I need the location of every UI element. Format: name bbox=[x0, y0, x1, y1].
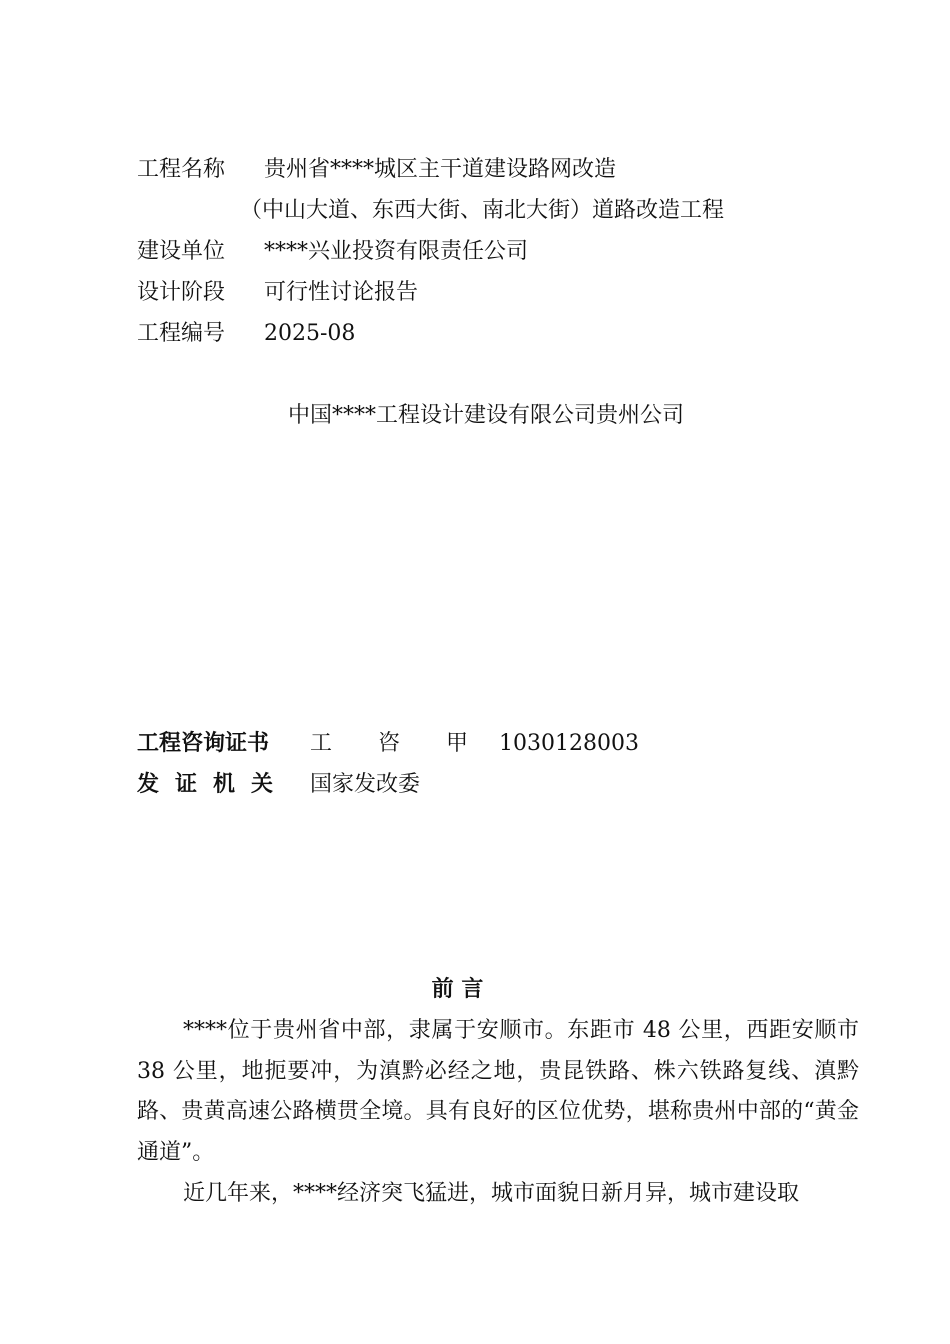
design-stage-row bbox=[137, 279, 418, 307]
issuer-label-char: 发 bbox=[137, 771, 160, 797]
project-name-label: 工程名称 bbox=[137, 157, 226, 182]
issuer-label-char: 关 bbox=[251, 771, 274, 797]
issuer-label-char: 机 bbox=[213, 771, 236, 797]
preface-paragraph-2 bbox=[137, 1174, 859, 1215]
project-name-continuation-row bbox=[240, 197, 724, 225]
company-name: 中国****工程设计建设有限公司贵州公司 bbox=[288, 403, 685, 428]
issuer-value: 国家发改委 bbox=[310, 772, 421, 797]
preface-paragraph-1-text: ****位于贵州省中部，隶属于安顺市。东距市 48 公里，西距安顺市 38 公里，地扼要冲，为滇黔必经之地，贵昆铁路、株六铁路复线、滇黔路、贵黄高速公路横贯全境。具有良好的区位优势，堪称贵州中部的“黄金通道”。 bbox=[137, 1018, 859, 1165]
certificate-code-part: 咨 bbox=[378, 731, 401, 756]
builder-value: ****兴业投资有限责任公司 bbox=[264, 239, 529, 264]
design-stage-value: 可行性讨论报告 bbox=[264, 280, 419, 305]
preface-heading: 前 言 bbox=[431, 976, 484, 1002]
builder-label: 建设单位 bbox=[137, 239, 226, 264]
certificate-code-part: 甲 bbox=[446, 731, 469, 756]
issuer-label-char: 证 bbox=[175, 771, 198, 797]
certificate-code bbox=[310, 731, 639, 756]
project-number-value: 2025-08 bbox=[264, 321, 356, 346]
builder-row bbox=[137, 238, 528, 266]
certificate-label: 工程咨询证书 bbox=[137, 730, 270, 756]
preface-paragraph-1 bbox=[137, 1011, 859, 1173]
preface-paragraph-2-text: 近几年来，****经济突飞猛进，城市面貌日新月异，城市建设取 bbox=[183, 1181, 800, 1206]
project-name-value-line1: 贵州省****城区主干道建设路网改造 bbox=[264, 157, 617, 182]
design-stage-label: 设计阶段 bbox=[137, 280, 226, 305]
project-name-row bbox=[137, 156, 616, 184]
project-number-label: 工程编号 bbox=[137, 321, 226, 346]
certificate-code-number: 1030128003 bbox=[499, 731, 639, 756]
certificate-code-part: 工 bbox=[310, 731, 333, 756]
project-name-value-line2: （中山大道、东西大街、南北大街）道路改造工程 bbox=[240, 198, 725, 223]
issuer-row bbox=[137, 770, 420, 799]
project-number-row bbox=[137, 320, 355, 348]
issuer-label bbox=[137, 770, 303, 798]
certificate-row bbox=[137, 729, 639, 758]
